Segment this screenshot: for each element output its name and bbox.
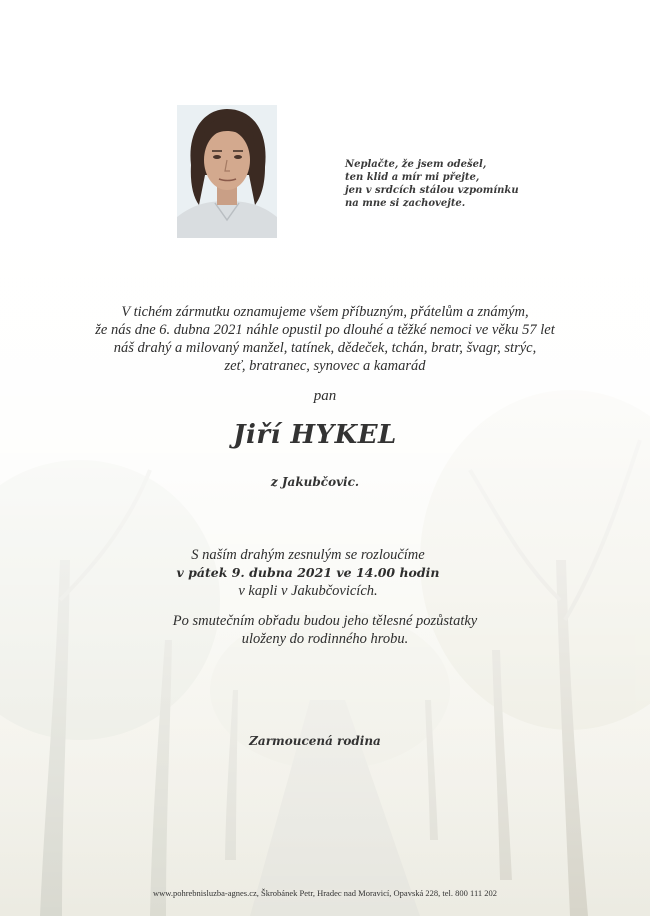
funeral-date-time: v pátek 9. dubna 2021 ve 14.00 hodin [176,565,440,580]
quote-line: ten klid a mír mi přejte, [345,172,480,183]
memorial-quote [345,158,585,210]
family-signature: Zarmoucená rodina [249,734,381,748]
announcement-line: zeť, bratranec, synovec a kamarád [224,358,426,374]
burial-line: uloženy do rodinného hrobu. [241,631,409,647]
honorific: pan [313,388,337,404]
announcement-line: náš drahý a milovaný manžel, tatínek, dědeček, tchán, bratr, švagr, strýc, [113,340,537,356]
burial-line: Po smutečním obřadu budou jeho tělesné pozůstatky [172,613,478,629]
announcement-line: V tichém zármutku oznamujeme všem příbuzným, přátelům a známým, [121,304,529,320]
announcement-line: že nás dne 6. dubna 2021 náhle opustil po dlouhé a těžké nemoci ve věku 57 let [95,322,555,338]
quote-line: jen v srdcích stálou vzpomínku [345,185,519,196]
deceased-origin: z Jakubčovic. [270,475,360,489]
quote-line: Neplačte, že jsem odešel, [345,159,487,170]
burial-details [0,612,650,648]
portrait-photo [177,105,277,238]
funeral-location: v kapli v Jakubčovicích. [238,583,378,599]
announcement-text [60,303,590,375]
funeral-line: S naším drahým zesnulým se rozloučíme [191,547,425,563]
funeral-details [0,546,616,600]
funeral-service-footer: www.pohrebnisluzba-agnes.cz, Škrobánek Petr, Hradec nad Moravicí, Opavská 228, tel. 800 111 202 [152,888,498,898]
deceased-name: Jiří HYKEL [233,420,397,450]
quote-line: na mne si zachovejte. [345,198,466,209]
